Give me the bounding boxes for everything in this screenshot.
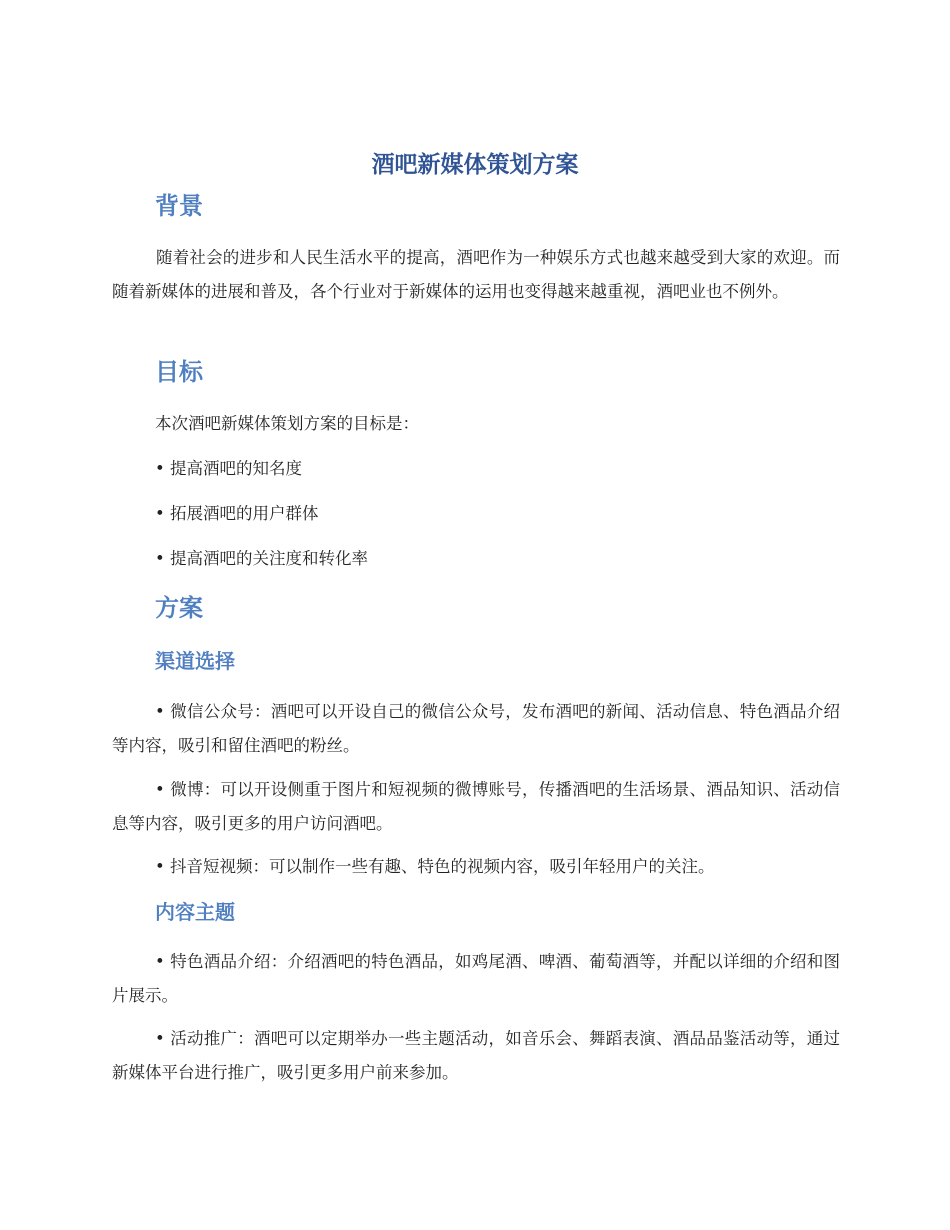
bullet-icon: • <box>155 504 165 523</box>
subheading-channels: 渠道选择 <box>155 649 235 673</box>
channel-item <box>112 695 840 763</box>
bullet-icon: • <box>155 459 165 478</box>
goal-item <box>155 544 368 574</box>
content-item-text: 特色酒品介绍：介绍酒吧的特色酒品，如鸡尾酒、啤酒、葡萄酒等，并配以详细的介绍和图片展示。 <box>112 952 840 1005</box>
goal-item-text: 提高酒吧的关注度和转化率 <box>169 549 368 568</box>
subheading-content-topics: 内容主题 <box>155 900 235 924</box>
content-item <box>112 1022 840 1090</box>
bullet-icon: • <box>155 549 165 568</box>
bullet-icon: • <box>155 702 165 721</box>
background-paragraph: 随着社会的进步和人民生活水平的提高，酒吧作为一种娱乐方式也越来越受到大家的欢迎。而随着新媒体的进展和普及，各个行业对于新媒体的运用也变得越来越重视，酒吧业也不例外。 <box>112 248 840 301</box>
goal-item-text: 拓展酒吧的用户群体 <box>169 504 319 523</box>
document-title: 酒吧新媒体策划方案 <box>371 152 579 178</box>
channel-item <box>112 850 840 884</box>
channel-item-text: 抖音短视频：可以制作一些有趣、特色的视频内容，吸引年轻用户的关注。 <box>169 857 715 876</box>
channel-item-text: 微信公众号：酒吧可以开设自己的微信公众号，发布酒吧的新闻、活动信息、特色酒品介绍等内容，吸引和留住酒吧的粉丝。 <box>112 702 840 755</box>
bullet-icon: • <box>155 857 165 876</box>
heading-background: 背景 <box>155 192 203 220</box>
goal-item <box>155 454 302 484</box>
goal-item-text: 提高酒吧的知名度 <box>169 459 302 478</box>
bullet-icon: • <box>155 952 165 971</box>
bullet-icon: • <box>155 780 165 799</box>
content-item-text: 活动推广：酒吧可以定期举办一些主题活动，如音乐会、舞蹈表演、酒品品鉴活动等，通过新媒体平台进行推广，吸引更多用户前来参加。 <box>112 1029 840 1082</box>
heading-goals: 目标 <box>155 358 203 386</box>
bullet-icon: • <box>155 1029 165 1048</box>
channel-item-text: 微博：可以开设侧重于图片和短视频的微博账号，传播酒吧的生活场景、酒品知识、活动信息等内容，吸引更多的用户访问酒吧。 <box>112 780 840 833</box>
channel-item <box>112 773 840 841</box>
goals-intro: 本次酒吧新媒体策划方案的目标是： <box>155 414 419 433</box>
heading-plan: 方案 <box>155 594 203 622</box>
content-item <box>112 945 840 1013</box>
goal-item <box>155 499 318 529</box>
